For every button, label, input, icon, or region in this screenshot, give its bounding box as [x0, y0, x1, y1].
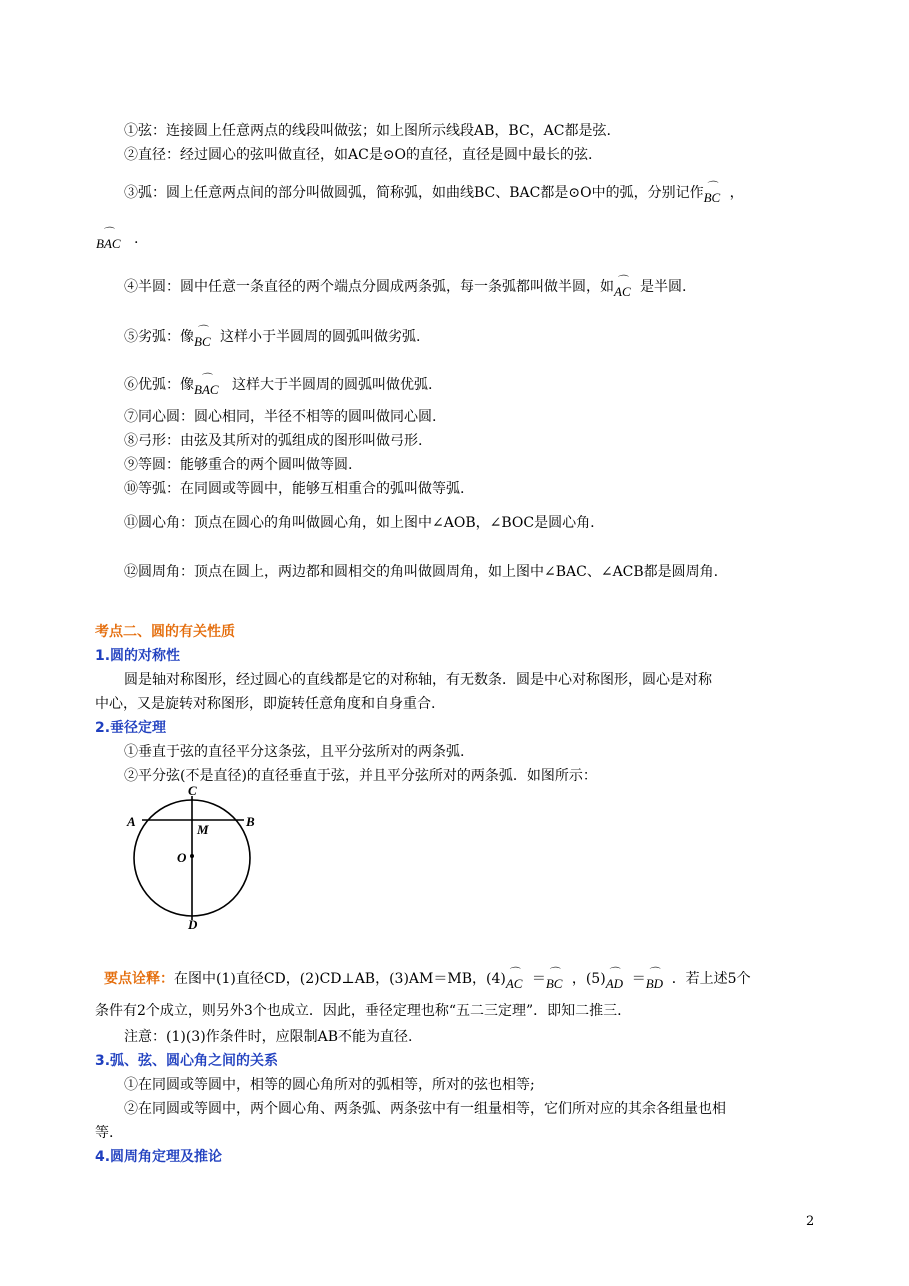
def-segment: ⑧弓形：由弦及其所对的弧组成的图形叫做弓形. [124, 433, 423, 449]
label-o: O [177, 850, 187, 865]
relation-line-1: ①在同圆或等圆中，相等的圆心角所对的弧相等，所对的弦也相等; [124, 1077, 535, 1093]
subsection-symmetry: 1.圆的对称性 [95, 648, 181, 664]
subsection-perpendicular-diameter: 2.垂径定理 [95, 720, 167, 736]
relation-line-2: ②在同圆或等圆中，两个圆心角、两条弧、两条弦中有一组量相等，它们所对应的其余各组量也相 [124, 1101, 726, 1117]
arc-bc-symbol-3: ⌒ BC [545, 967, 563, 991]
arc-ac-symbol: ⌒ AC [614, 275, 631, 299]
def-inscribed-angle: ⑫圆周角：顶点在圆上，两边都和圆相交的角叫做圆周角，如上图中∠BAC、∠ACB都是圆周角. [124, 564, 719, 580]
arc-bd-symbol: ⌒ BD [645, 967, 664, 991]
page-number: 2 [806, 1214, 815, 1229]
label-m: M [197, 822, 209, 837]
section-title: 考点二、圆的有关性质 [95, 624, 235, 640]
label-a: A [127, 814, 136, 829]
center-point [190, 854, 194, 858]
arc-bac-symbol-2: ⌒ BAC [194, 373, 219, 397]
perp-line-1: ①垂直于弦的直径平分这条弦，且平分弦所对的两条弧. [124, 744, 465, 760]
def-semicircle: ④半圆：圆中任意一条直径的两个端点分圆成两条弧，每一条弧都叫做半圆，如 ⌒ AC 是半圆. [124, 275, 687, 299]
label-d: D [188, 917, 198, 932]
def-major-arc: ⑥优弧：像 ⌒ BAC 这样大于半圆周的圆弧叫做优弧. [124, 373, 433, 397]
perp-line-2: ②平分弦(不是直径)的直径垂直于弦，并且平分弦所对的两条弧．如图所示： [124, 768, 597, 784]
def-concentric: ⑦同心圆：圆心相同，半径不相等的圆叫做同心圆. [124, 409, 437, 425]
label-c: C [188, 783, 197, 798]
def-central-angle: ⑪圆心角：顶点在圆心的角叫做圆心角，如上图中∠AOB，∠BOC是圆心角. [124, 515, 595, 531]
arc-bc-symbol-2: ⌒ BC [194, 325, 211, 349]
def-arc-continued: ⌒ BAC . [96, 227, 139, 251]
circle-figure [120, 783, 270, 933]
def-equal-circles: ⑨等圆：能够重合的两个圆叫做等圆. [124, 457, 353, 473]
key-points-line-2: 条件有2个成立，则另外3个也成立．因此，垂径定理也称“五二三定理”．即知二推三. [95, 1003, 622, 1019]
key-label: 要点诠释： [104, 971, 174, 987]
subsection-arc-chord-angle: 3.弧、弦、圆心角之间的关系 [95, 1053, 279, 1069]
def-minor-arc: ⑤劣弧：像 ⌒ BC 这样小于半圆周的圆弧叫做劣弧. [124, 325, 421, 349]
def-arc: ③弧：圆上任意两点间的部分叫做圆弧，简称弧，如曲线BC、BAC都是⊙O中的弧，分别记作 ⌒ BC ， [124, 181, 744, 205]
arc-ac-symbol-2: ⌒ AC [505, 967, 523, 991]
def-diameter: ②直径：经过圆心的弦叫做直径，如AC是⊙O的直径，直径是圆中最长的弦. [124, 147, 593, 163]
def-equal-arcs: ⑩等弧：在同圆或等圆中，能够互相重合的弧叫做等弧. [124, 481, 465, 497]
relation-line-3: 等. [95, 1125, 114, 1141]
symmetry-line-1: 圆是轴对称图形，经过圆心的直线都是它的对称轴，有无数条．圆是中心对称图形，圆心是对称 [124, 672, 712, 688]
arc-ad-symbol: ⌒ AD [605, 967, 624, 991]
subsection-inscribed-angle-theorem: 4.圆周角定理及推论 [95, 1149, 223, 1165]
arc-bc-symbol: ⌒ BC [703, 181, 721, 205]
label-b: B [246, 814, 255, 829]
key-points: 要点诠释：在图中(1)直径CD，(2)CD⊥AB，(3)AM＝MB，(4) ⌒ AC ＝ ⌒ BC ，(5) ⌒ AD ＝ ⌒ BD ．若上述5个 [104, 967, 751, 991]
note: 注意：(1)(3)作条件时，应限制AB不能为直径. [124, 1029, 413, 1045]
symmetry-line-2: 中心，又是旋转对称图形，即旋转任意角度和自身重合. [95, 696, 436, 712]
def-chord: ①弦：连接圆上任意两点的线段叫做弦；如上图所示线段AB，BC，AC都是弦. [124, 123, 611, 139]
arc-bac-symbol: ⌒ BAC [96, 227, 121, 251]
